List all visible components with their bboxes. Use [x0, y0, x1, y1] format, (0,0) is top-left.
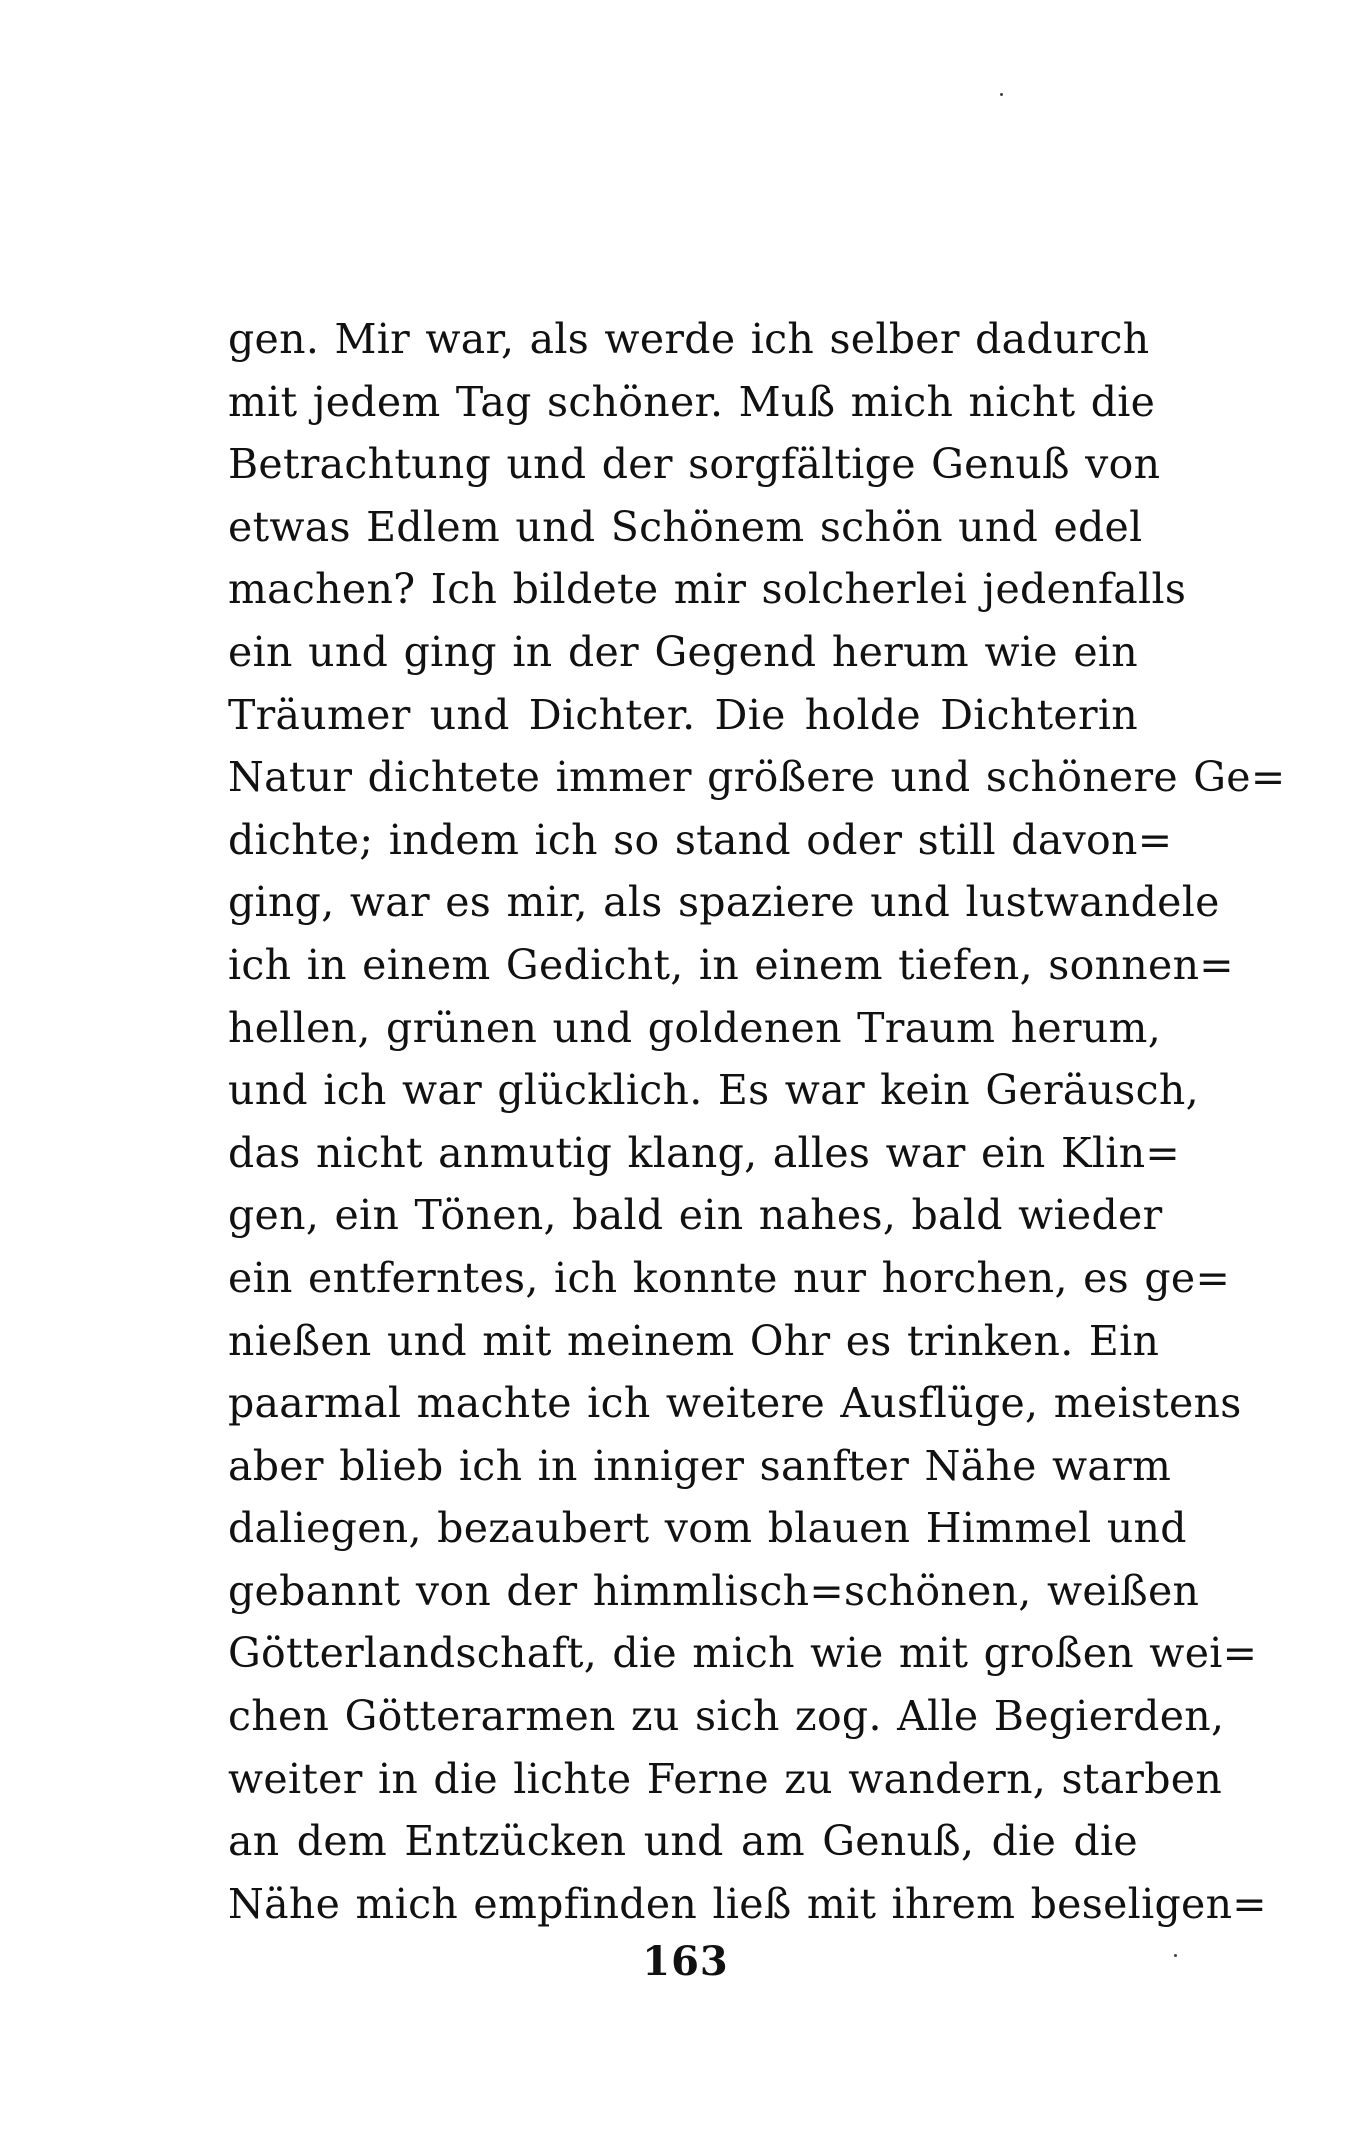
- text-line: ich in einem Gedicht, in einem tiefen, sonnen=: [228, 940, 1234, 989]
- text-line: Götterlandschaft, die mich wie mit großen wei=: [228, 1629, 1258, 1678]
- text-line: an dem Entzücken und am Genuß, die die: [228, 1817, 1138, 1866]
- text-line: etwas Edlem und Schönem schön und edel: [228, 502, 1143, 551]
- print-speck: [1000, 93, 1003, 96]
- text-line: dichte; indem ich so stand oder still davon=: [228, 815, 1173, 864]
- body-text: [228, 308, 1286, 1935]
- text-line: ein entferntes, ich konnte nur horchen, es ge=: [228, 1253, 1231, 1302]
- text-line: gebannt von der himmlisch=schönen, weißen: [228, 1566, 1200, 1615]
- text-line: und ich war glücklich. Es war kein Geräusch,: [228, 1066, 1199, 1115]
- text-line: Nähe mich empfinden ließ mit ihrem beseligen=: [228, 1879, 1267, 1928]
- text-line: daliegen, bezaubert vom blauen Himmel und: [228, 1504, 1187, 1553]
- text-line: gen, ein Tönen, bald ein nahes, bald wieder: [228, 1191, 1163, 1240]
- text-line: mit jedem Tag schöner. Muß mich nicht die: [228, 377, 1156, 426]
- text-line: ein und ging in der Gegend herum wie ein: [228, 627, 1138, 676]
- text-line: hellen, grünen und goldenen Traum herum,: [228, 1003, 1162, 1052]
- page-number: 163: [642, 1938, 729, 1985]
- text-line: Betrachtung und der sorgfältige Genuß von: [228, 440, 1161, 489]
- text-line: machen? Ich bildete mir solcherlei jedenfalls: [228, 565, 1187, 614]
- text-line: das nicht anmutig klang, alles war ein Klin=: [228, 1128, 1181, 1177]
- text-line: weiter in die lichte Ferne zu wandern, starben: [228, 1754, 1223, 1803]
- text-line: nießen und mit meinem Ohr es trinken. Ein: [228, 1316, 1160, 1365]
- text-line: aber blieb ich in inniger sanfter Nähe warm: [228, 1441, 1172, 1490]
- text-line: chen Götterarmen zu sich zog. Alle Begierden,: [228, 1692, 1225, 1741]
- text-line: ging, war es mir, als spaziere und lustwandele: [228, 878, 1220, 927]
- text-line: Träumer und Dichter. Die holde Dichterin: [228, 690, 1138, 739]
- text-line: Natur dichtete immer größere und schönere Ge=: [228, 753, 1286, 802]
- text-line: paarmal machte ich weitere Ausflüge, meistens: [228, 1379, 1242, 1428]
- text-line: gen. Mir war, als werde ich selber dadurch: [228, 315, 1150, 363]
